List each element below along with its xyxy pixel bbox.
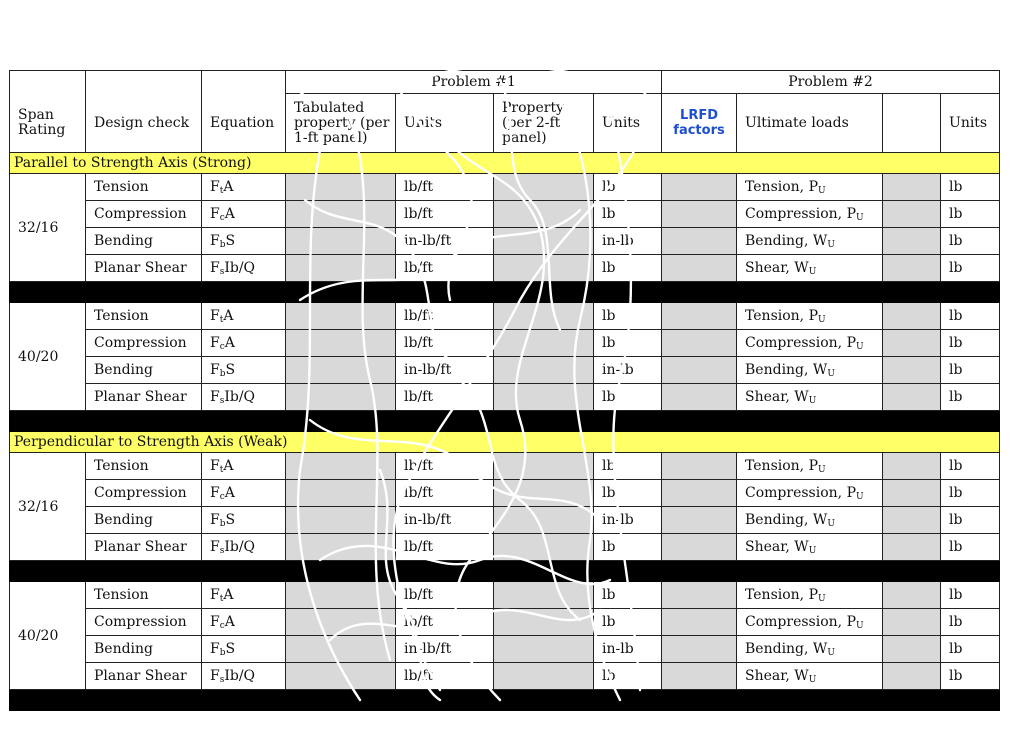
load-main: Bending, W: [745, 640, 828, 657]
load-main: Tension, P: [745, 586, 818, 603]
property-input-cell[interactable]: [494, 303, 594, 330]
units3-cell: lb: [941, 534, 1000, 561]
load-sub: U: [808, 395, 817, 406]
load-sub: U: [818, 314, 826, 325]
ultimate-input-cell[interactable]: [883, 453, 941, 480]
tabulated-input-cell[interactable]: [286, 636, 396, 663]
units1-header: Units: [396, 94, 494, 153]
units1-cell: lb/ft: [396, 480, 494, 507]
design-check-cell: Compression: [86, 609, 202, 636]
load-main: Bending, W: [745, 232, 828, 249]
problem2-header: Problem #2: [662, 71, 1000, 94]
load-sub: U: [827, 368, 835, 379]
units3-cell: lb: [941, 201, 1000, 228]
eq-main: F: [210, 613, 220, 630]
ultimate-loads-header: Ultimate loads: [737, 94, 883, 153]
design-check-cell: Compression: [86, 480, 202, 507]
load-sub: U: [818, 185, 826, 196]
equation-cell: [202, 582, 286, 609]
units3-cell: lb: [941, 255, 1000, 282]
separator-cell: [10, 561, 1000, 582]
units2-cell: lb: [594, 453, 662, 480]
eq-rest: Ib/Q: [224, 667, 256, 684]
ultimate-load-cell: [737, 582, 883, 609]
design-check-cell: Planar Shear: [86, 663, 202, 690]
tabulated-input-cell[interactable]: [286, 255, 396, 282]
eq-main: F: [210, 640, 220, 657]
units2-cell: lb: [594, 201, 662, 228]
units1-cell: lb/ft: [396, 534, 494, 561]
table-row: [10, 609, 1000, 636]
span-rating-header: Span Rating: [10, 94, 86, 153]
design-check-cell: Planar Shear: [86, 255, 202, 282]
load-main: Shear, W: [745, 667, 809, 684]
units2-cell: lb: [594, 174, 662, 201]
eq-sub: c: [219, 620, 225, 631]
equation-cell: [202, 384, 286, 411]
equation-cell: [202, 201, 286, 228]
header-blank: [10, 71, 86, 94]
lrfd-input-cell[interactable]: [662, 534, 737, 561]
section-header-row: [10, 432, 1000, 453]
ultimate-load-cell: [737, 357, 883, 384]
eq-main: F: [210, 307, 220, 324]
load-main: Tension, P: [745, 307, 818, 324]
units1-cell: lb/ft: [396, 303, 494, 330]
property-input-cell[interactable]: [494, 174, 594, 201]
eq-sub: s: [219, 266, 225, 277]
tabulated-input-cell[interactable]: [286, 174, 396, 201]
units2-cell: lb: [594, 330, 662, 357]
eq-rest: A: [223, 307, 234, 324]
load-main: Compression, P: [745, 613, 856, 630]
eq-sub: s: [219, 545, 225, 556]
property-input-cell[interactable]: [494, 330, 594, 357]
eq-sub: t: [219, 464, 224, 475]
units1-cell: lb/ft: [396, 453, 494, 480]
design-check-cell: Bending: [86, 228, 202, 255]
eq-rest: A: [223, 178, 234, 195]
design-check-cell: Bending: [86, 357, 202, 384]
tabulated-input-cell[interactable]: [286, 507, 396, 534]
eq-main: F: [210, 388, 220, 405]
eq-rest: A: [223, 586, 234, 603]
load-main: Shear, W: [745, 259, 809, 276]
eq-sub: t: [219, 593, 224, 604]
property-input-cell[interactable]: [494, 255, 594, 282]
eq-rest: A: [224, 334, 235, 351]
table-row: [10, 663, 1000, 690]
load-sub: U: [808, 266, 817, 277]
table-row: [10, 582, 1000, 609]
design-check-cell: Planar Shear: [86, 384, 202, 411]
property-input-cell[interactable]: [494, 201, 594, 228]
equation-cell: [202, 303, 286, 330]
units2-cell: lb: [594, 255, 662, 282]
units2-cell: in-lb: [594, 636, 662, 663]
lrfd-input-cell[interactable]: [662, 174, 737, 201]
eq-sub: b: [219, 368, 226, 379]
table-row: [10, 303, 1000, 330]
separator-cell: [10, 690, 1000, 711]
ultimate-input-header: [883, 94, 941, 153]
ultimate-load-cell: [737, 609, 883, 636]
ultimate-load-cell: [737, 303, 883, 330]
design-check-cell: Tension: [86, 582, 202, 609]
eq-rest: A: [224, 484, 235, 501]
ultimate-load-cell: [737, 534, 883, 561]
table-row: [10, 636, 1000, 663]
load-sub: U: [855, 620, 864, 631]
property-input-cell[interactable]: [494, 480, 594, 507]
equation-cell: [202, 663, 286, 690]
problem1-header: Problem #1: [286, 71, 662, 94]
units1-cell: lb/ft: [396, 201, 494, 228]
units3-cell: lb: [941, 228, 1000, 255]
ultimate-input-cell[interactable]: [883, 663, 941, 690]
load-main: Compression, P: [745, 205, 856, 222]
eq-main: F: [210, 232, 220, 249]
equation-cell: [202, 507, 286, 534]
load-sub: U: [808, 545, 817, 556]
ultimate-load-cell: [737, 663, 883, 690]
equation-cell: [202, 534, 286, 561]
design-check-cell: Tension: [86, 174, 202, 201]
header-blank: [86, 71, 202, 94]
tabulated-input-cell[interactable]: [286, 228, 396, 255]
units3-cell: lb: [941, 507, 1000, 534]
tabulated-property-header: Tabulated property (per 1-ft panel): [286, 94, 396, 153]
section-title: Perpendicular to Strength Axis (Weak): [10, 432, 1000, 453]
units1-cell: in-lb/ft: [396, 357, 494, 384]
equation-cell: [202, 609, 286, 636]
property-input-cell[interactable]: [494, 228, 594, 255]
units3-cell: lb: [941, 609, 1000, 636]
tabulated-input-cell[interactable]: [286, 534, 396, 561]
lrfd-factors-header: LRFD factors: [662, 94, 737, 153]
ultimate-input-cell[interactable]: [883, 357, 941, 384]
lrfd-input-cell[interactable]: [662, 663, 737, 690]
design-check-cell: Compression: [86, 201, 202, 228]
eq-rest: A: [223, 457, 234, 474]
ultimate-load-cell: [737, 453, 883, 480]
lrfd-input-cell[interactable]: [662, 582, 737, 609]
eq-rest: A: [224, 613, 235, 630]
tabulated-input-cell[interactable]: [286, 357, 396, 384]
design-check-cell: Bending: [86, 507, 202, 534]
table-row: [10, 255, 1000, 282]
units1-cell: in-lb/ft: [396, 228, 494, 255]
span-rating-cell: 32/16: [10, 174, 86, 282]
tabulated-input-cell[interactable]: [286, 384, 396, 411]
design-check-table: [9, 70, 1000, 711]
table-row: [10, 201, 1000, 228]
eq-sub: c: [219, 341, 225, 352]
property-input-cell[interactable]: [494, 453, 594, 480]
eq-main: F: [210, 205, 220, 222]
eq-sub: t: [219, 314, 224, 325]
equation-cell: [202, 330, 286, 357]
ultimate-load-cell: [737, 228, 883, 255]
load-main: Compression, P: [745, 484, 856, 501]
equation-cell: [202, 480, 286, 507]
eq-rest: Ib/Q: [224, 388, 256, 405]
units2-cell: lb: [594, 384, 662, 411]
separator-bar: [10, 282, 1000, 303]
ultimate-input-cell[interactable]: [883, 480, 941, 507]
ultimate-input-cell[interactable]: [883, 609, 941, 636]
units2-cell: lb: [594, 480, 662, 507]
table-row: [10, 228, 1000, 255]
eq-main: F: [210, 259, 220, 276]
tabulated-input-cell[interactable]: [286, 663, 396, 690]
units3-cell: lb: [941, 303, 1000, 330]
ultimate-input-cell[interactable]: [883, 255, 941, 282]
property-input-cell[interactable]: [494, 357, 594, 384]
tabulated-input-cell[interactable]: [286, 582, 396, 609]
units3-cell: lb: [941, 582, 1000, 609]
header-blank: [202, 71, 286, 94]
lrfd-input-cell[interactable]: [662, 255, 737, 282]
units2-cell: in-lb: [594, 357, 662, 384]
eq-sub: t: [219, 185, 224, 196]
eq-main: F: [210, 511, 220, 528]
eq-main: F: [210, 361, 220, 378]
property-input-cell[interactable]: [494, 582, 594, 609]
load-main: Tension, P: [745, 178, 818, 195]
lrfd-input-cell[interactable]: [662, 507, 737, 534]
separator-bar: [10, 411, 1000, 432]
load-sub: U: [855, 491, 864, 502]
separator-cell: [10, 411, 1000, 432]
eq-rest: S: [225, 361, 236, 378]
property-input-cell[interactable]: [494, 534, 594, 561]
design-check-cell: Tension: [86, 303, 202, 330]
table-row: [10, 174, 1000, 201]
eq-rest: S: [225, 232, 236, 249]
ultimate-input-cell[interactable]: [883, 201, 941, 228]
eq-rest: S: [225, 511, 236, 528]
property-input-cell[interactable]: [494, 663, 594, 690]
span-rating-cell: 40/20: [10, 582, 86, 690]
tabulated-input-cell[interactable]: [286, 609, 396, 636]
lrfd-input-cell[interactable]: [662, 636, 737, 663]
load-sub: U: [808, 674, 817, 685]
eq-sub: c: [219, 212, 225, 223]
equation-cell: [202, 228, 286, 255]
units2-cell: lb: [594, 609, 662, 636]
ultimate-input-cell[interactable]: [883, 330, 941, 357]
units2-cell: lb: [594, 582, 662, 609]
eq-sub: c: [219, 491, 225, 502]
eq-sub: s: [219, 395, 225, 406]
units2-header: Units: [594, 94, 662, 153]
units2-cell: in-lb: [594, 507, 662, 534]
load-sub: U: [818, 464, 826, 475]
header-row-columns: [10, 94, 1000, 153]
load-sub: U: [827, 239, 835, 250]
section-title: Parallel to Strength Axis (Strong): [10, 153, 1000, 174]
ultimate-input-cell[interactable]: [883, 582, 941, 609]
units3-header: Units: [941, 94, 1000, 153]
design-check-cell: Compression: [86, 330, 202, 357]
load-sub: U: [818, 593, 826, 604]
worksheet: [9, 70, 999, 711]
load-sub: U: [827, 647, 835, 658]
property-2ft-header: Property (per 2-ft panel): [494, 94, 594, 153]
units3-cell: lb: [941, 384, 1000, 411]
lrfd-input-cell[interactable]: [662, 453, 737, 480]
ultimate-load-cell: [737, 384, 883, 411]
design-check-cell: Planar Shear: [86, 534, 202, 561]
table-row: [10, 357, 1000, 384]
equation-cell: [202, 255, 286, 282]
units1-cell: lb/ft: [396, 330, 494, 357]
ultimate-input-cell[interactable]: [883, 636, 941, 663]
load-sub: U: [855, 341, 864, 352]
load-main: Bending, W: [745, 511, 828, 528]
units2-cell: lb: [594, 534, 662, 561]
ultimate-load-cell: [737, 330, 883, 357]
separator-bar: [10, 561, 1000, 582]
load-main: Bending, W: [745, 361, 828, 378]
lrfd-input-cell[interactable]: [662, 609, 737, 636]
load-main: Shear, W: [745, 388, 809, 405]
eq-sub: b: [219, 239, 226, 250]
ultimate-input-cell[interactable]: [883, 228, 941, 255]
eq-main: F: [210, 538, 220, 555]
ultimate-input-cell[interactable]: [883, 534, 941, 561]
ultimate-load-cell: [737, 507, 883, 534]
lrfd-input-cell[interactable]: [662, 330, 737, 357]
ultimate-input-cell[interactable]: [883, 507, 941, 534]
lrfd-input-cell[interactable]: [662, 201, 737, 228]
units1-cell: in-lb/ft: [396, 636, 494, 663]
ultimate-input-cell[interactable]: [883, 303, 941, 330]
units3-cell: lb: [941, 663, 1000, 690]
property-input-cell[interactable]: [494, 609, 594, 636]
lrfd-input-cell[interactable]: [662, 228, 737, 255]
tabulated-input-cell[interactable]: [286, 201, 396, 228]
eq-main: F: [210, 457, 220, 474]
tabulated-input-cell[interactable]: [286, 453, 396, 480]
eq-rest: A: [224, 205, 235, 222]
eq-rest: Ib/Q: [224, 259, 256, 276]
units3-cell: lb: [941, 174, 1000, 201]
units2-cell: lb: [594, 663, 662, 690]
eq-main: F: [210, 484, 220, 501]
eq-main: F: [210, 667, 220, 684]
property-input-cell[interactable]: [494, 507, 594, 534]
equation-cell: [202, 174, 286, 201]
separator-cell: [10, 282, 1000, 303]
lrfd-input-cell[interactable]: [662, 480, 737, 507]
table-row: [10, 330, 1000, 357]
span-rating-cell: 32/16: [10, 453, 86, 561]
eq-sub: b: [219, 518, 226, 529]
ultimate-load-cell: [737, 255, 883, 282]
equation-cell: [202, 636, 286, 663]
tabulated-input-cell[interactable]: [286, 480, 396, 507]
units3-cell: lb: [941, 636, 1000, 663]
units3-cell: lb: [941, 453, 1000, 480]
eq-main: F: [210, 178, 220, 195]
units1-cell: lb/ft: [396, 609, 494, 636]
units2-cell: in-lb: [594, 228, 662, 255]
eq-main: F: [210, 334, 220, 351]
load-main: Compression, P: [745, 334, 856, 351]
design-check-cell: Tension: [86, 453, 202, 480]
eq-rest: Ib/Q: [224, 538, 256, 555]
table-row: [10, 384, 1000, 411]
header-row-problems: [10, 71, 1000, 94]
ultimate-input-cell[interactable]: [883, 384, 941, 411]
lrfd-input-cell[interactable]: [662, 384, 737, 411]
eq-sub: b: [219, 647, 226, 658]
lrfd-input-cell[interactable]: [662, 357, 737, 384]
equation-cell: [202, 453, 286, 480]
units3-cell: lb: [941, 357, 1000, 384]
equation-cell: [202, 357, 286, 384]
design-check-header: Design check: [86, 94, 202, 153]
tabulated-input-cell[interactable]: [286, 330, 396, 357]
property-input-cell[interactable]: [494, 384, 594, 411]
units1-cell: lb/ft: [396, 174, 494, 201]
table-row: [10, 507, 1000, 534]
units1-cell: lb/ft: [396, 582, 494, 609]
ultimate-load-cell: [737, 636, 883, 663]
units3-cell: lb: [941, 480, 1000, 507]
units1-cell: lb/ft: [396, 255, 494, 282]
ultimate-load-cell: [737, 174, 883, 201]
design-check-cell: Bending: [86, 636, 202, 663]
ultimate-load-cell: [737, 201, 883, 228]
table-row: [10, 480, 1000, 507]
units3-cell: lb: [941, 330, 1000, 357]
table-row: [10, 453, 1000, 480]
eq-main: F: [210, 586, 220, 603]
property-input-cell[interactable]: [494, 636, 594, 663]
units1-cell: lb/ft: [396, 663, 494, 690]
load-main: Tension, P: [745, 457, 818, 474]
eq-rest: S: [225, 640, 236, 657]
span-rating-cell: 40/20: [10, 303, 86, 411]
eq-sub: s: [219, 674, 225, 685]
units1-cell: in-lb/ft: [396, 507, 494, 534]
ultimate-input-cell[interactable]: [883, 174, 941, 201]
lrfd-input-cell[interactable]: [662, 303, 737, 330]
section-header-row: [10, 153, 1000, 174]
tabulated-input-cell[interactable]: [286, 303, 396, 330]
ultimate-load-cell: [737, 480, 883, 507]
units1-cell: lb/ft: [396, 384, 494, 411]
table-row: [10, 534, 1000, 561]
separator-bar: [10, 690, 1000, 711]
equation-header: Equation: [202, 94, 286, 153]
units2-cell: lb: [594, 303, 662, 330]
load-sub: U: [855, 212, 864, 223]
load-sub: U: [827, 518, 835, 529]
load-main: Shear, W: [745, 538, 809, 555]
